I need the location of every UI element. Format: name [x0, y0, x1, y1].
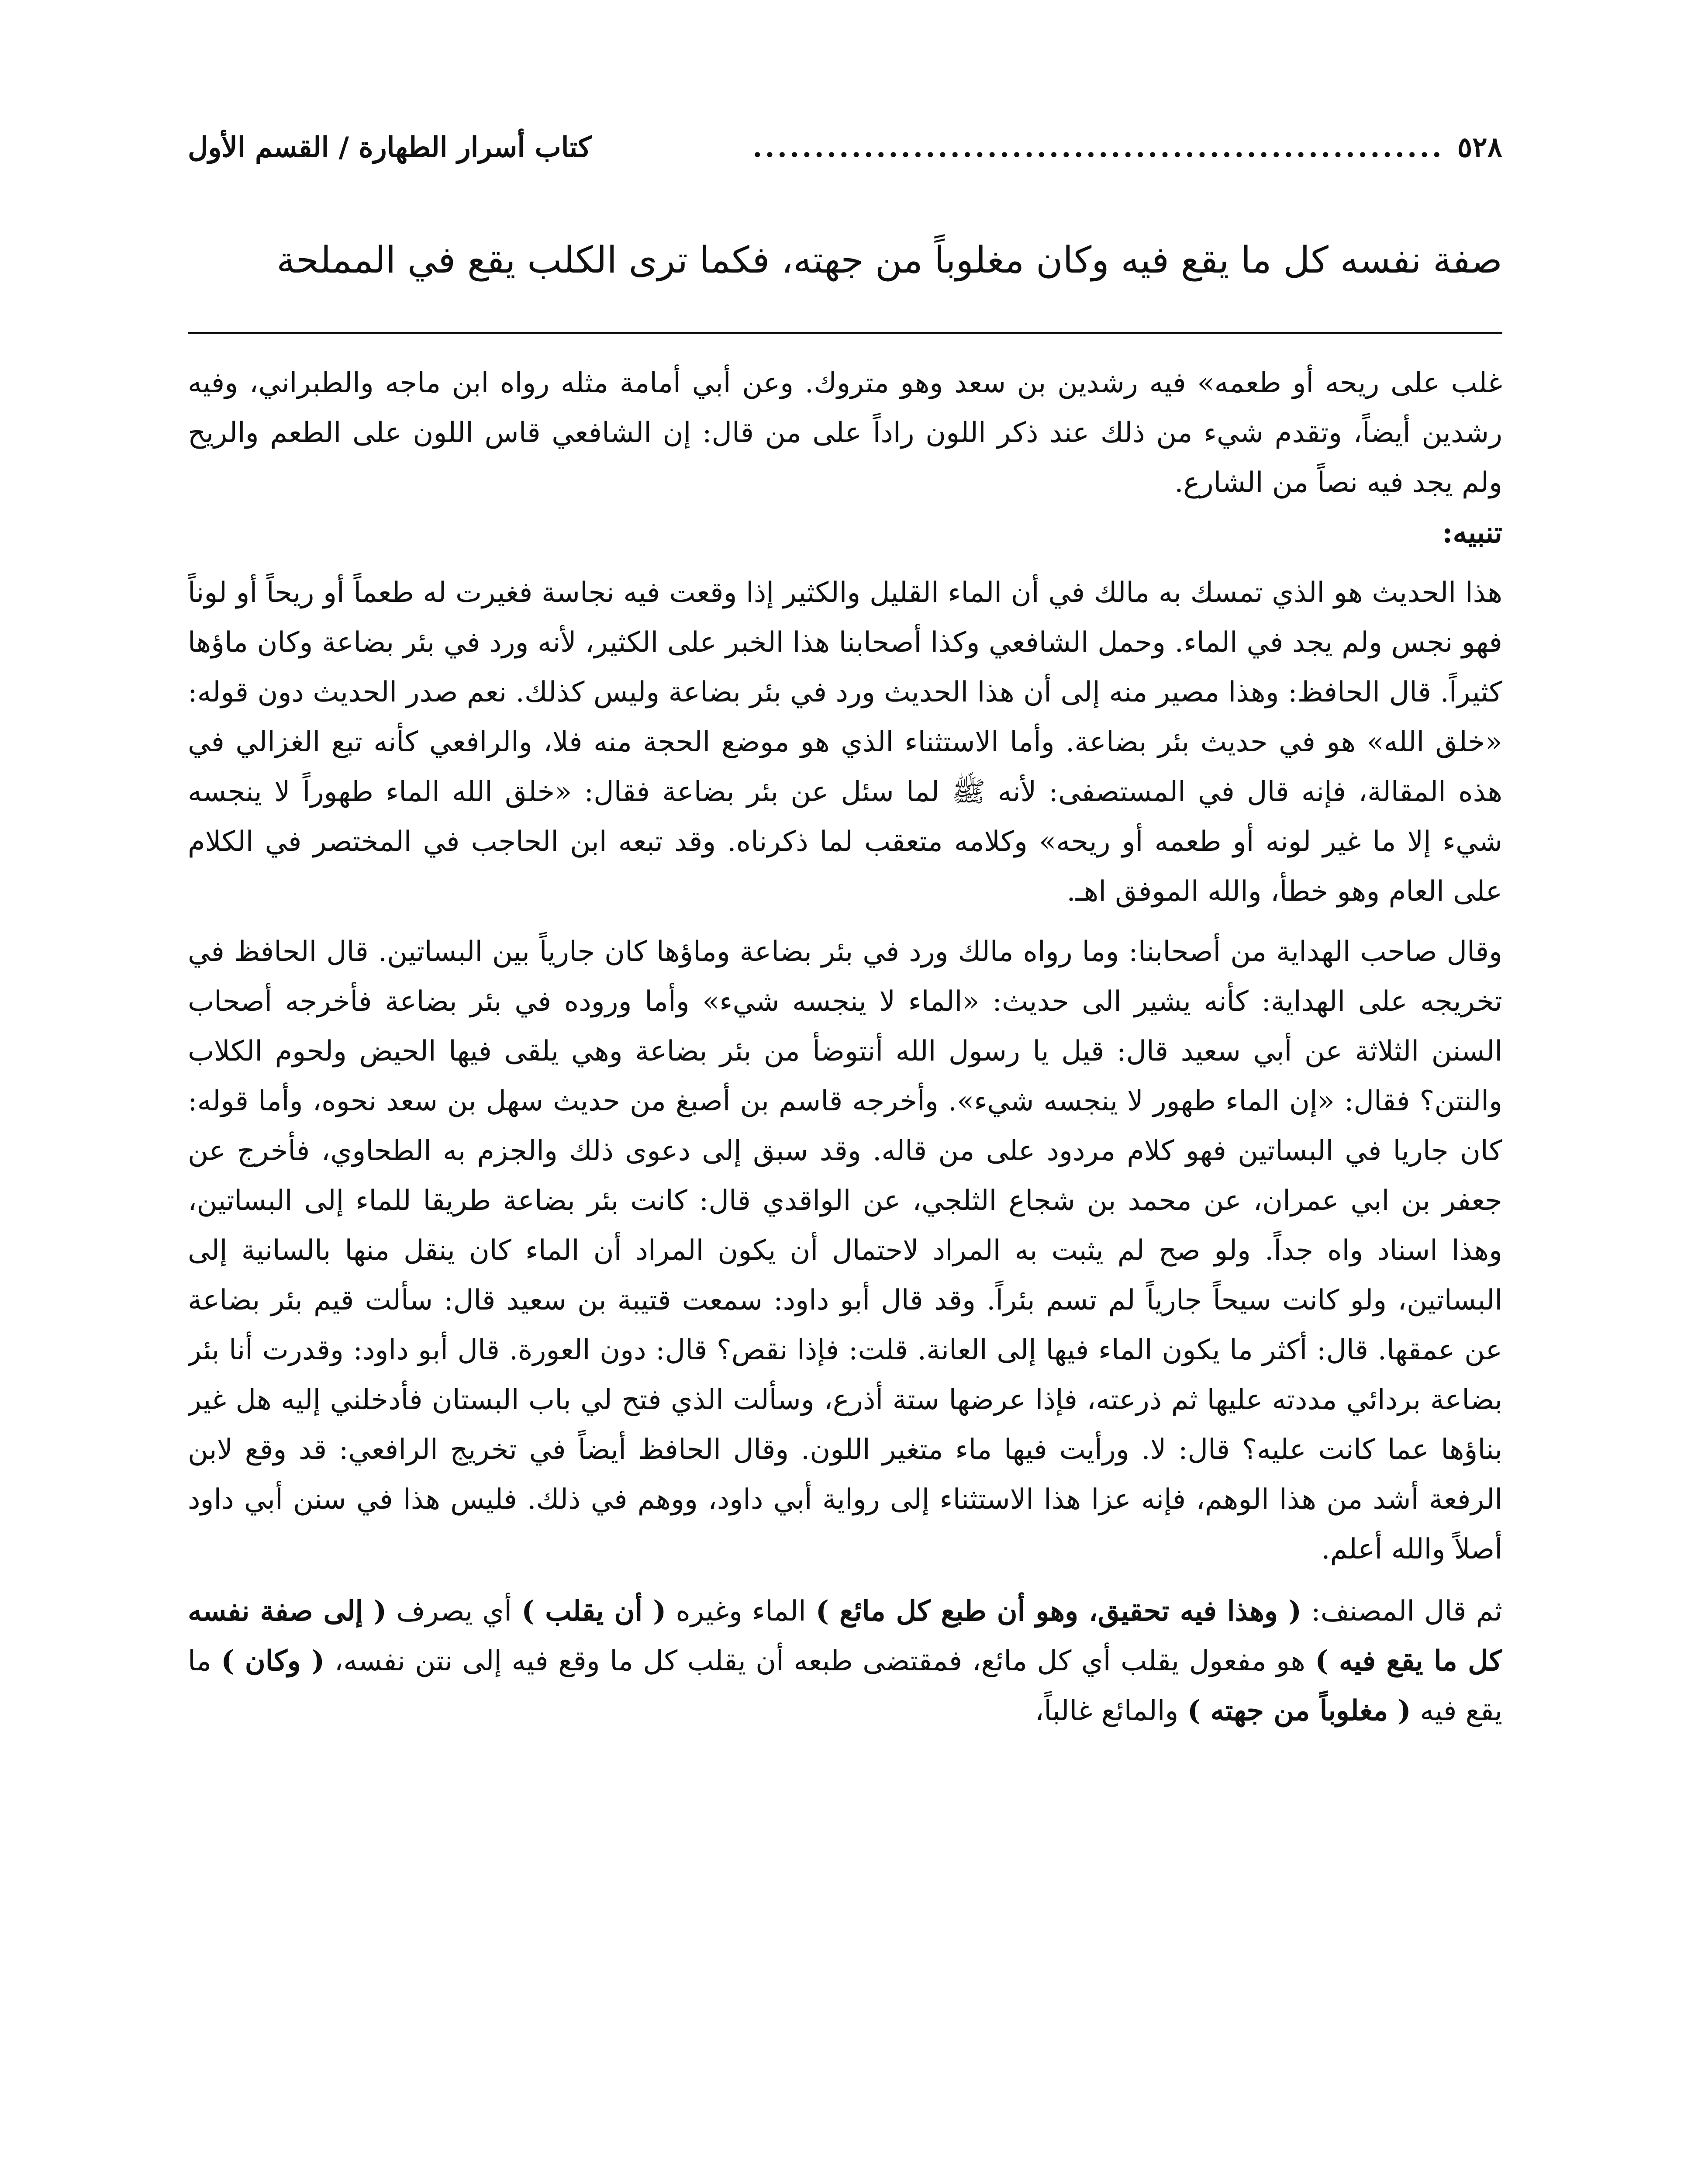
page-number: ٥٢٨ — [1457, 131, 1502, 164]
commentary-paragraph — [188, 1586, 1502, 1736]
quoted-matn: ( أن يقلب ) — [521, 1595, 666, 1628]
quoted-matn: ( وكان ) — [221, 1645, 325, 1677]
footnote-intro: غلب على ريحه أو طعمه» فيه رشدين بن سعد وهو متروك. وعن أبي أمامة مثله رواه ابن ماجه والطبراني، وفيه رشدين أيضاً، وتقدم شيء من ذلك عند ذكر اللون راداً على من قال: إن الشافعي قاس اللون على الطعم والريح ولم يجد فيه نصاً من الشارع. — [188, 367, 1502, 499]
commentary-text: أي يصرف — [387, 1595, 522, 1628]
page-header — [188, 131, 1502, 164]
quoted-matn: ( مغلوباً من جهته ) — [1187, 1694, 1411, 1727]
footnote-paragraph-2: وقال صاحب الهداية من أصحابنا: وما رواه مالك ورد في بئر بضاعة وماؤها كان جارياً بين البساتين. قال الحافظ في تخريجه على الهداية: كأنه يشير الى حديث: «الماء لا ينجسه شيء» وأما وروده في بئر بضاعة فأخرجه أصحاب السنن الثلاثة عن أبي سعيد قال: قيل يا رسول الله أنتوضأ من بئر بضاعة وهي يلقى فيها الحيض ولحوم الكلاب والنتن؟ فقال: «إن الماء طهور لا ينجسه شيء». وأخرجه قاسم بن أصبغ من حديث سهل بن سعد نحوه، وأما قوله: كان جاريا في البساتين فهو كلام مردود على من قاله. وقد سبق إلى دعوى ذلك والجزم به الطحاوي، فأخرج عن جعفر بن ابي عمران، عن محمد بن شجاع الثلجي، عن الواقدي قال: كانت بئر بضاعة طريقا للماء إلى البساتين، وهذا اسناد واه جداً. ولو صح لم يثبت به المراد لاحتمال أن يكون المراد أن الماء كان ينقل منها بالسانية إلى البساتين، ولو كانت سيحاً جارياً لم تسم بئراً. وقد قال أبو داود: سمعت قتيبة بن سعيد قال: سألت قيم بئر بضاعة عن عمقها. قال: أكثر ما يكون الماء فيها إلى العانة. قلت: فإذا نقص؟ قال: دون العورة. قال أبو داود: وقدرت أنا بئر بضاعة بردائي مددته عليها ثم ذرعته، فإذا عرضها ستة أذرع، وسألت الذي فتح لي باب البستان فأدخلني إليه هل غير بناؤها عما كانت عليه؟ قال: لا. ورأيت فيها ماء متغير اللون. وقال الحافظ أيضاً في تخريج الرافعي: قد وقع لابن الرفعة أشد من هذا الوهم، فإنه عزا هذا الاستثناء إلى رواية أبي داود، ووهم في ذلك. فليس هذا في سنن أبي داود أصلاً والله أعلم. — [188, 936, 1502, 1565]
commentary-text: الماء وغيره — [666, 1595, 816, 1628]
running-title: كتاب أسرار الطهارة / القسم الأول — [188, 131, 591, 164]
commentary-text: هو مفعول يقلب أي كل مائع، فمقتضى طبعه أن يقلب كل ما وقع فيه إلى نتن نفسه، — [324, 1645, 1315, 1677]
commentary-text: ثم قال المصنف: — [1301, 1595, 1502, 1628]
header-leader-dots: ........................................................ — [752, 131, 1444, 164]
section-heading-tanbih: تنبيه: — [1442, 515, 1502, 549]
footnote-separator — [188, 332, 1502, 334]
footnote-paragraph-1: هذا الحديث هو الذي تمسك به مالك في أن الماء القليل والكثير إذا وقعت فيه نجاسة فغيرت له طعماً أو ريحاً أو لوناً فهو نجس ولم يجد في الماء. وحمل الشافعي وكذا أصحابنا هذا الخبر على الكثير، لأنه ورد في بئر بضاعة وكان ماؤها كثيراً. قال الحافظ: وهذا مصير منه إلى أن هذا الحديث ورد في بئر بضاعة وليس كذلك. نعم صدر الحديث دون قوله: «خلق الله» هو في حديث بئر بضاعة. وأما الاستثناء الذي هو موضع الحجة منه فلا، والرافعي كأنه تبع الغزالي في هذه المقالة، فإنه قال في المستصفى: لأنه ﷺ لما سئل عن بئر بضاعة فقال: «خلق الله الماء طهوراً لا ينجسه شيء إلا ما غير لونه أو طعمه أو ريحه» وكلامه متعقب لما ذكرناه. وقد تبعه ابن الحاجب في المختصر في الكلام على العام وهو خطأ، والله الموفق اهـ. — [188, 577, 1502, 908]
quoted-matn: ( إلى صفة نفسه كل ما يقع فيه ) — [188, 1595, 1502, 1677]
commentary-text: ما يقع فيه — [188, 1645, 1502, 1727]
footnote-area — [188, 358, 1502, 2184]
main-text: صفة نفسه كل ما يقع فيه وكان مغلوباً من جهته، فكما ترى الكلب يقع في المملحة — [276, 238, 1502, 281]
quoted-matn: ( وهذا فيه تحقيق، وهو أن طبع كل مائع ) — [815, 1595, 1302, 1628]
commentary-text: والمائع غالباً، — [1035, 1695, 1187, 1727]
